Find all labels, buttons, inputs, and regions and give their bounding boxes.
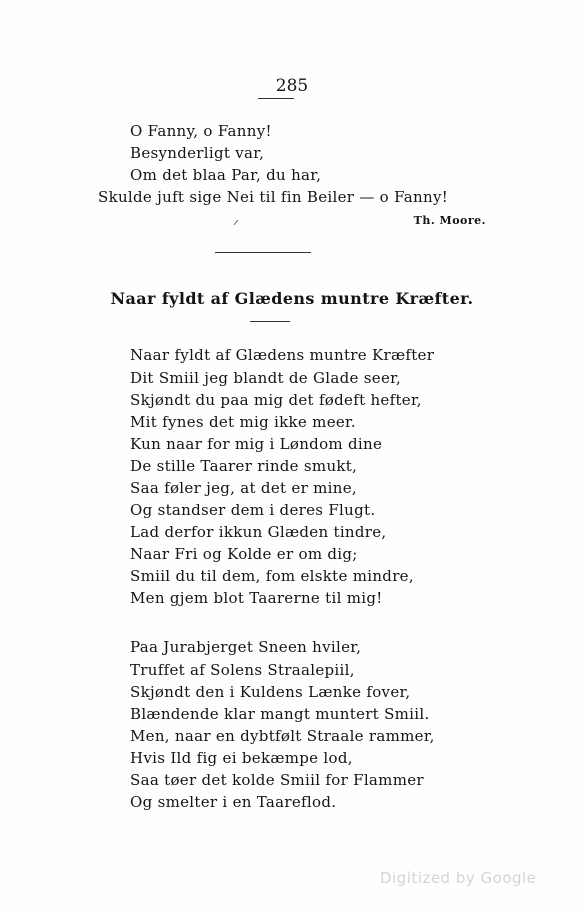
digitization-watermark: Digitized by Google — [380, 869, 537, 887]
verse-line: Blændende klar mangt muntert Smiil. — [130, 705, 430, 723]
verse-line: Besynderligt var, — [130, 144, 265, 162]
verse-line: Om det blaa Par, du har, — [130, 166, 322, 184]
verse-line: Skjøndt du paa mig det fødeft hefter, — [130, 391, 422, 409]
verse-line: Saa føler jeg, at det er mine, — [130, 479, 357, 497]
verse-line: Dit Smiil jeg blandt de Glade seer, — [130, 369, 402, 387]
section-divider — [215, 252, 311, 253]
verse-line: Lad derfor ikkun Glæden tindre, — [130, 523, 387, 541]
verse-line: Men gjem blot Taarerne til mig! — [130, 589, 383, 607]
verse-line: Saa tøer det kolde Smiil for Flammer — [130, 771, 424, 789]
stray-ink-mark — [234, 220, 239, 225]
verse-line: Men, naar en dybtfølt Straale rammer, — [130, 727, 435, 745]
page-number-underline — [258, 98, 294, 99]
verse-line: Truffet af Solens Straalepiil, — [130, 661, 355, 679]
verse-line: O Fanny, o Fanny! — [130, 122, 272, 140]
verse-line: Naar Fri og Kolde er om dig; — [130, 545, 358, 563]
poem-title: Naar fyldt af Glædens muntre Kræfter. — [110, 289, 474, 308]
verse-line: Naar fyldt af Glædens muntre Kræfter — [130, 346, 435, 364]
page-number: 285 — [275, 76, 309, 96]
verse-line: Og smelter i en Taareflod. — [130, 793, 337, 811]
title-underline — [250, 321, 290, 322]
verse-line: De stille Taarer rinde smukt, — [130, 457, 358, 475]
verse-line: Mit fynes det mig ikke meer. — [130, 413, 356, 431]
attribution: Th. Moore. — [413, 214, 486, 227]
verse-line: Kun naar for mig i Løndom dine — [130, 435, 383, 453]
verse-line: Og standser dem i deres Flugt. — [130, 501, 376, 519]
verse-line: Hvis Ild fig ei bekæmpe lod, — [130, 749, 353, 767]
verse-line: Paa Jurabjerget Sneen hviler, — [130, 638, 362, 656]
verse-line: Smiil du til dem, fom elskte mindre, — [130, 567, 414, 585]
verse-line: Skulde juft sige Nei til fin Beiler — o Fanny! — [98, 188, 449, 206]
verse-line: Skjøndt den i Kuldens Lænke fover, — [130, 683, 411, 701]
